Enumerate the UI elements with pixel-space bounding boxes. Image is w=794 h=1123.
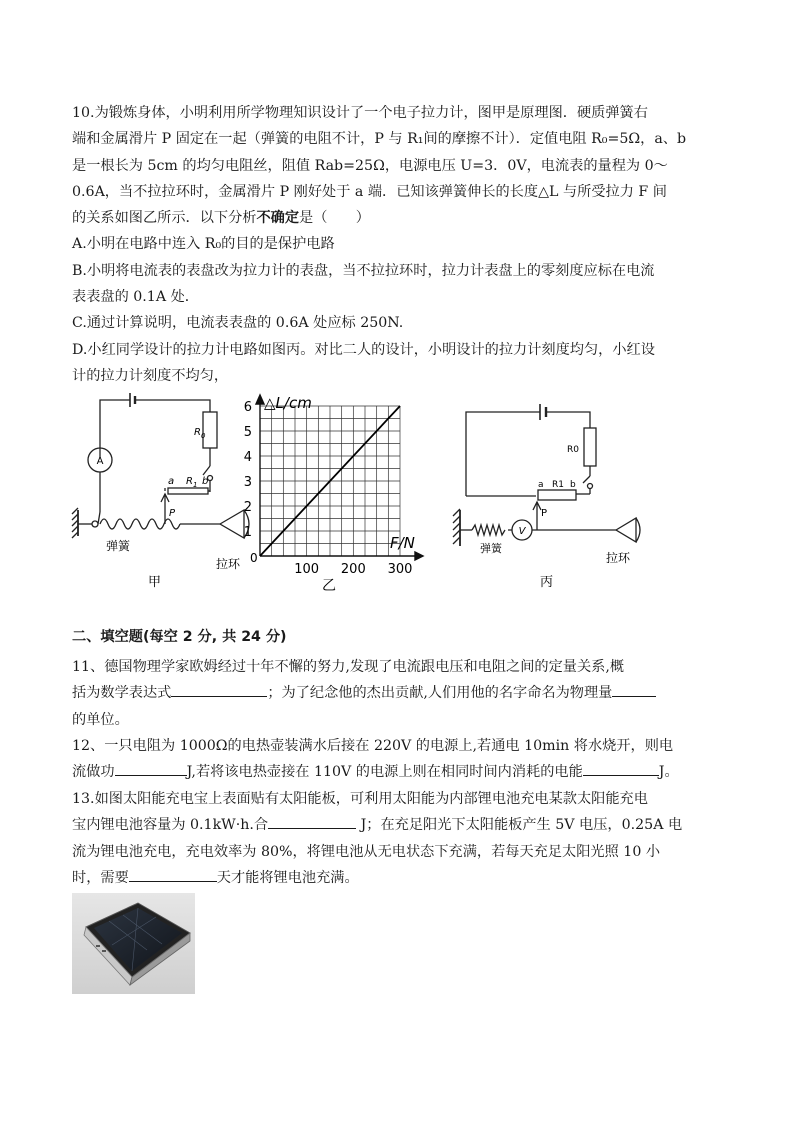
caption-jia: 甲 [148, 575, 162, 590]
bing-a-label: a [538, 480, 544, 490]
option-d-cont: 计的拉力计刻度不均匀， [72, 367, 229, 384]
q10-stem-bold: 不确定 [256, 210, 300, 227]
option-c: C.通过计算说明，电流表表盘的 0.6A 处应标 250N. [72, 315, 404, 332]
question-11 [72, 654, 732, 733]
q13-line-2-b: J；在充足阳光下太阳能板产生 5V 电压，0.25A 电 [356, 817, 683, 834]
bing-ring-label: 拉环 [606, 551, 631, 565]
q12-line-2-c: J。 [658, 764, 679, 781]
q13-line-4-b: 天才能将锂电池充满。 [216, 869, 359, 886]
option-d: D.小红同学设计的拉力计电路如图丙。对比二人的设计，小明设计的拉力计刻度均匀，小红设 [72, 341, 655, 358]
bing-b-label: b [570, 480, 576, 490]
section-heading: 二、填空题(每空 2 分, 共 24 分) [72, 629, 287, 645]
q10-line-1: 10.为锻炼身体，小明利用所学物理知识设计了一个电子拉力计，图甲是原理图．硬质弹簧右 [72, 105, 648, 121]
q11-blank-2[interactable] [612, 682, 656, 697]
q13-line-3: 流为锂电池充电，充电效率为 80%，将锂电池从无电状态下充满，若每天充足太阳光照 10 小 [72, 843, 661, 860]
q11-line-3: 的单位。 [72, 711, 129, 728]
q13-line-2-a: 宝内锂电池容量为 0.1kW·h.合 [72, 817, 269, 834]
chart-xlabel: F/N [390, 534, 415, 552]
b-label: b [202, 476, 209, 487]
q11-line-2 [72, 680, 732, 706]
question-13 [72, 786, 732, 891]
figure-bing [440, 390, 670, 595]
figure-jia [60, 390, 260, 595]
question-12 [72, 733, 732, 786]
ammeter-label: A [96, 456, 104, 467]
bing-r1-label: R1 [552, 480, 564, 490]
q10-line-5 [72, 205, 732, 231]
spring-label: 弹簧 [106, 539, 131, 553]
q11-line-1: 11、德国物理学家欧姆经过十年不懈的努力,发现了电流跟电压和电阻之间的定量关系,概 [72, 659, 625, 675]
bing-r0-label: R0 [567, 445, 579, 455]
ring-label: 拉环 [216, 557, 241, 571]
q10-line-3: 是一根长为 5cm 的均匀电阻丝，阻值 Rab=25Ω，电源电压 U=3．0V，电流表的量程为 0～ [72, 157, 668, 174]
bing-p-label: P [541, 508, 548, 519]
caption-bing: 丙 [540, 575, 554, 590]
q13-line-2 [72, 812, 732, 838]
y-tick-label: 6 [243, 400, 252, 415]
q12-line-1: 12、一只电阻为 1000Ω的电热壶装满水后接在 220V 的电源上,若通电 10min 将水烧开，则电 [72, 738, 674, 754]
voltmeter-label: V [518, 526, 526, 537]
q11-line-2-a: 括为数学表达式 [72, 685, 172, 702]
q10-line-2: 端和金属滑片 P 固定在一起（弹簧的电阻不计，P 与 R₁间的摩擦不计）．定值电阻 R₀=5Ω，a、b [72, 131, 687, 148]
chart-origin: 0 [250, 551, 258, 565]
option-b-cont: 表表盘的 0.1A 处． [72, 289, 199, 306]
y-tick-label: 1 [243, 525, 252, 540]
question-10 [72, 100, 732, 389]
q13-line-4-a: 时，需要 [72, 869, 129, 886]
y-tick-label: 4 [243, 450, 252, 465]
q11-line-2-b: ；为了纪念他的杰出贡献,人们用他的名字命名为物理量 [267, 685, 613, 702]
solar-power-bank-image [72, 893, 195, 994]
q11-blank-1[interactable] [171, 682, 267, 697]
q10-stem-suffix: 是（ ） [299, 210, 370, 227]
caption-yi: 乙 [322, 578, 336, 594]
x-tick-label: 300 [387, 562, 413, 577]
p-label: P [169, 508, 176, 519]
q13-line-4 [72, 865, 732, 891]
q13-line-1: 13.如图太阳能充电宝上表面贴有太阳能板，可利用太阳能为内部锂电池充电某款太阳能充电 [72, 791, 648, 807]
bing-spring-label: 弹簧 [480, 542, 502, 555]
q10-stem-prefix: 的关系如图乙所示．以下分析 [72, 210, 257, 227]
y-tick-label: 3 [243, 475, 252, 490]
y-tick-label: 5 [243, 425, 252, 440]
q12-line-2-a: 流做功 [72, 764, 115, 781]
x-tick-label: 200 [340, 562, 366, 577]
q13-blank-2[interactable] [129, 867, 217, 882]
chart-yi [240, 390, 440, 600]
a-label: a [168, 476, 175, 487]
chart-ylabel: △L/cm [264, 394, 312, 412]
x-tick-label: 100 [294, 562, 320, 577]
q10-line-4: 0.6A，当不拉拉环时，金属滑片 P 刚好处于 a 端．已知该弹簧伸长的长度△L 与所受拉力 F 间 [72, 183, 667, 200]
option-a: A.小明在电路中连入 R₀的目的是保护电路 [72, 236, 335, 253]
option-b: B.小明将电流表的表盘改为拉力计的表盘，当不拉拉环时，拉力计表盘上的零刻度应标在电流 [72, 262, 655, 279]
r0-label: $R_0$ [194, 427, 206, 440]
r1-label: $R_1$ [186, 476, 198, 489]
q12-line-2-b: J,若将该电热壶接在 110V 的电源上则在相同时间内消耗的电能 [186, 764, 583, 781]
q12-blank-1[interactable] [115, 761, 187, 776]
q12-blank-2[interactable] [583, 761, 659, 776]
y-tick-label: 2 [243, 500, 252, 515]
q13-blank-1[interactable] [268, 814, 356, 829]
q12-line-2 [72, 759, 732, 785]
